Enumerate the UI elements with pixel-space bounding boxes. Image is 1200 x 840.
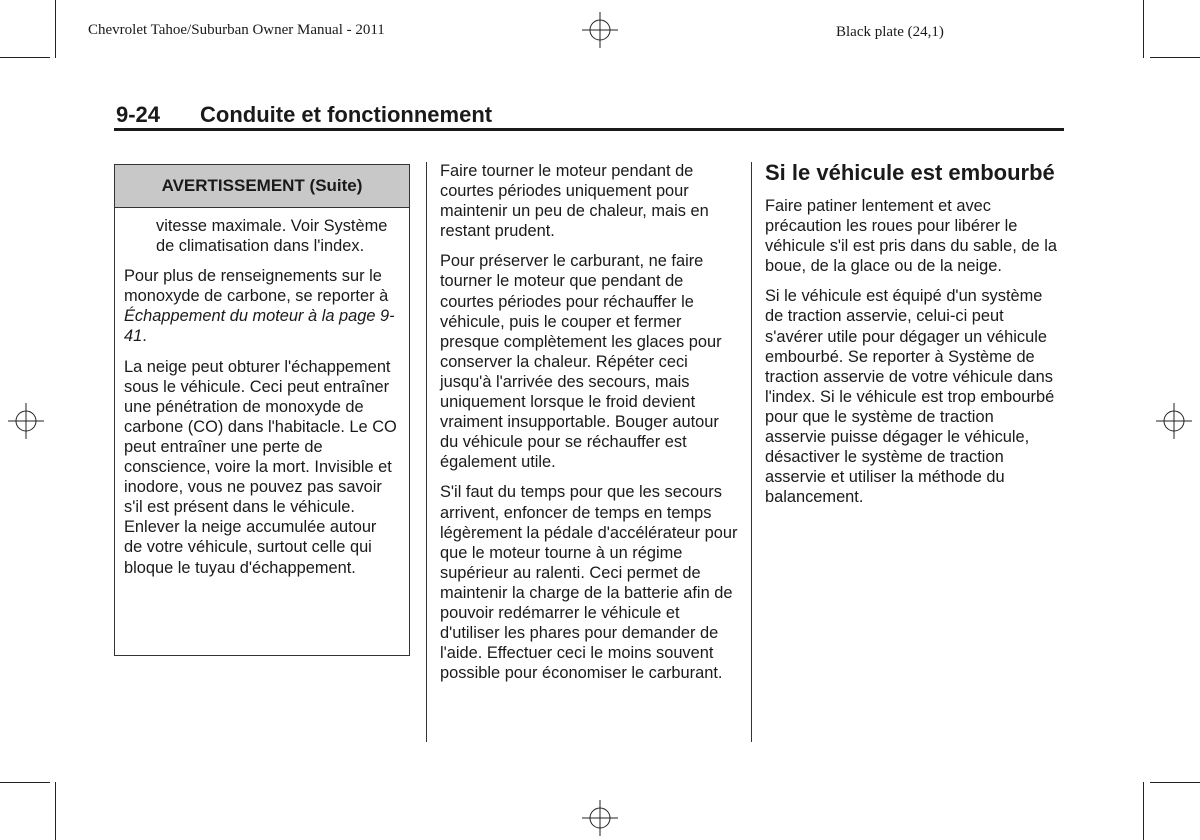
column-divider xyxy=(426,162,427,742)
warning-continued-text: vitesse maximale. Voir Système de climatisation dans l'index. xyxy=(156,217,388,256)
cross-reference-link[interactable]: Échappement du moteur à la page 9-41 xyxy=(124,307,395,346)
warning-text: Pour plus de renseignements sur le monoxyde de carbone, se reporter à xyxy=(124,267,389,306)
crop-mark xyxy=(0,782,50,783)
crop-mark xyxy=(1143,0,1144,58)
warning-heading: AVERTISSEMENT (Suite) xyxy=(115,165,409,208)
warning-paragraph xyxy=(124,266,397,346)
paragraph: Faire tourner le moteur pendant de courtes périodes uniquement pour maintenir un peu de chaleur, mais en restant prudent. xyxy=(440,162,709,241)
section-title: Conduite et fonctionnement xyxy=(200,102,493,127)
crop-mark xyxy=(55,782,56,840)
registration-mark-icon xyxy=(8,403,44,439)
crop-mark xyxy=(0,57,50,58)
header-rule xyxy=(114,128,1064,131)
crop-mark xyxy=(55,0,56,58)
registration-mark-icon xyxy=(582,12,618,48)
crop-mark xyxy=(1150,57,1200,58)
crop-mark xyxy=(1150,782,1200,783)
paragraph: Si le véhicule est équipé d'un système de traction asservie, celui-ci peut s'avérer utile pour dégager un véhicule embourbé. Se reporter à Système de traction asservie de votre véhicule dans l'index. Si le véhicule est trop embourbé pour que le système de traction asservie puisse dégager le véhicule, désactiver le système de traction asservie et utiliser la méthode du balancement. xyxy=(765,287,1055,507)
plate-label: Black plate (24,1) xyxy=(836,24,944,40)
column-divider xyxy=(751,162,752,742)
warning-paragraph: La neige peut obturer l'échappement sous le véhicule. Ceci peut entraîner une pénétration de monoxyde de carbone (CO) dans l'habitacle. Le CO peut entraîner une perte de conscience, voire la mort. Invisible et inodore, vous ne pouvez pas savoir s'il est présent dans le véhicule. Enlever la neige accumulée autour de votre véhicule, surtout celle qui bloque le tuyau d'échappement. xyxy=(124,357,397,577)
paragraph: Faire patiner lentement et avec précaution les roues pour libérer le véhicule s'il est pris dans du sable, de la boue, de la glace ou de la neige. xyxy=(765,197,1057,276)
registration-mark-icon xyxy=(582,800,618,836)
registration-mark-icon xyxy=(1156,403,1192,439)
warning-text: . xyxy=(142,327,147,346)
paragraph: Pour préserver le carburant, ne faire tourner le moteur que pendant de courtes périodes pour réchauffer le véhicule, puis le couper et fermer presque complètement les glaces pour conserver la chaleur. Répéter ceci jusqu'à l'arrivée des secours, mais uniquement lorsque le froid devient vraiment insupportable. Bouger autour du véhicule pour se réchauffer est également utile. xyxy=(440,252,722,472)
right-column xyxy=(765,160,1057,517)
paragraph: S'il faut du temps pour que les secours arrivent, enfoncer de temps en temps légèrement la pédale d'accélérateur pour que le moteur tourne à un régime supérieur au ralenti. Ceci permet de maintenir la charge de la batterie afin de pouvoir redémarrer le véhicule et d'utiliser les phares pour demander de l'aide. Effectuer ceci le moins souvent possible pour économiser le carburant. xyxy=(440,483,738,683)
manual-title: Chevrolet Tahoe/Suburban Owner Manual - 2011 xyxy=(88,22,385,38)
middle-column xyxy=(440,161,738,693)
section-heading: Si le véhicule est embourbé xyxy=(765,160,1055,185)
page-number: 9-24 xyxy=(116,102,161,127)
crop-mark xyxy=(1143,782,1144,840)
warning-box xyxy=(114,164,410,656)
